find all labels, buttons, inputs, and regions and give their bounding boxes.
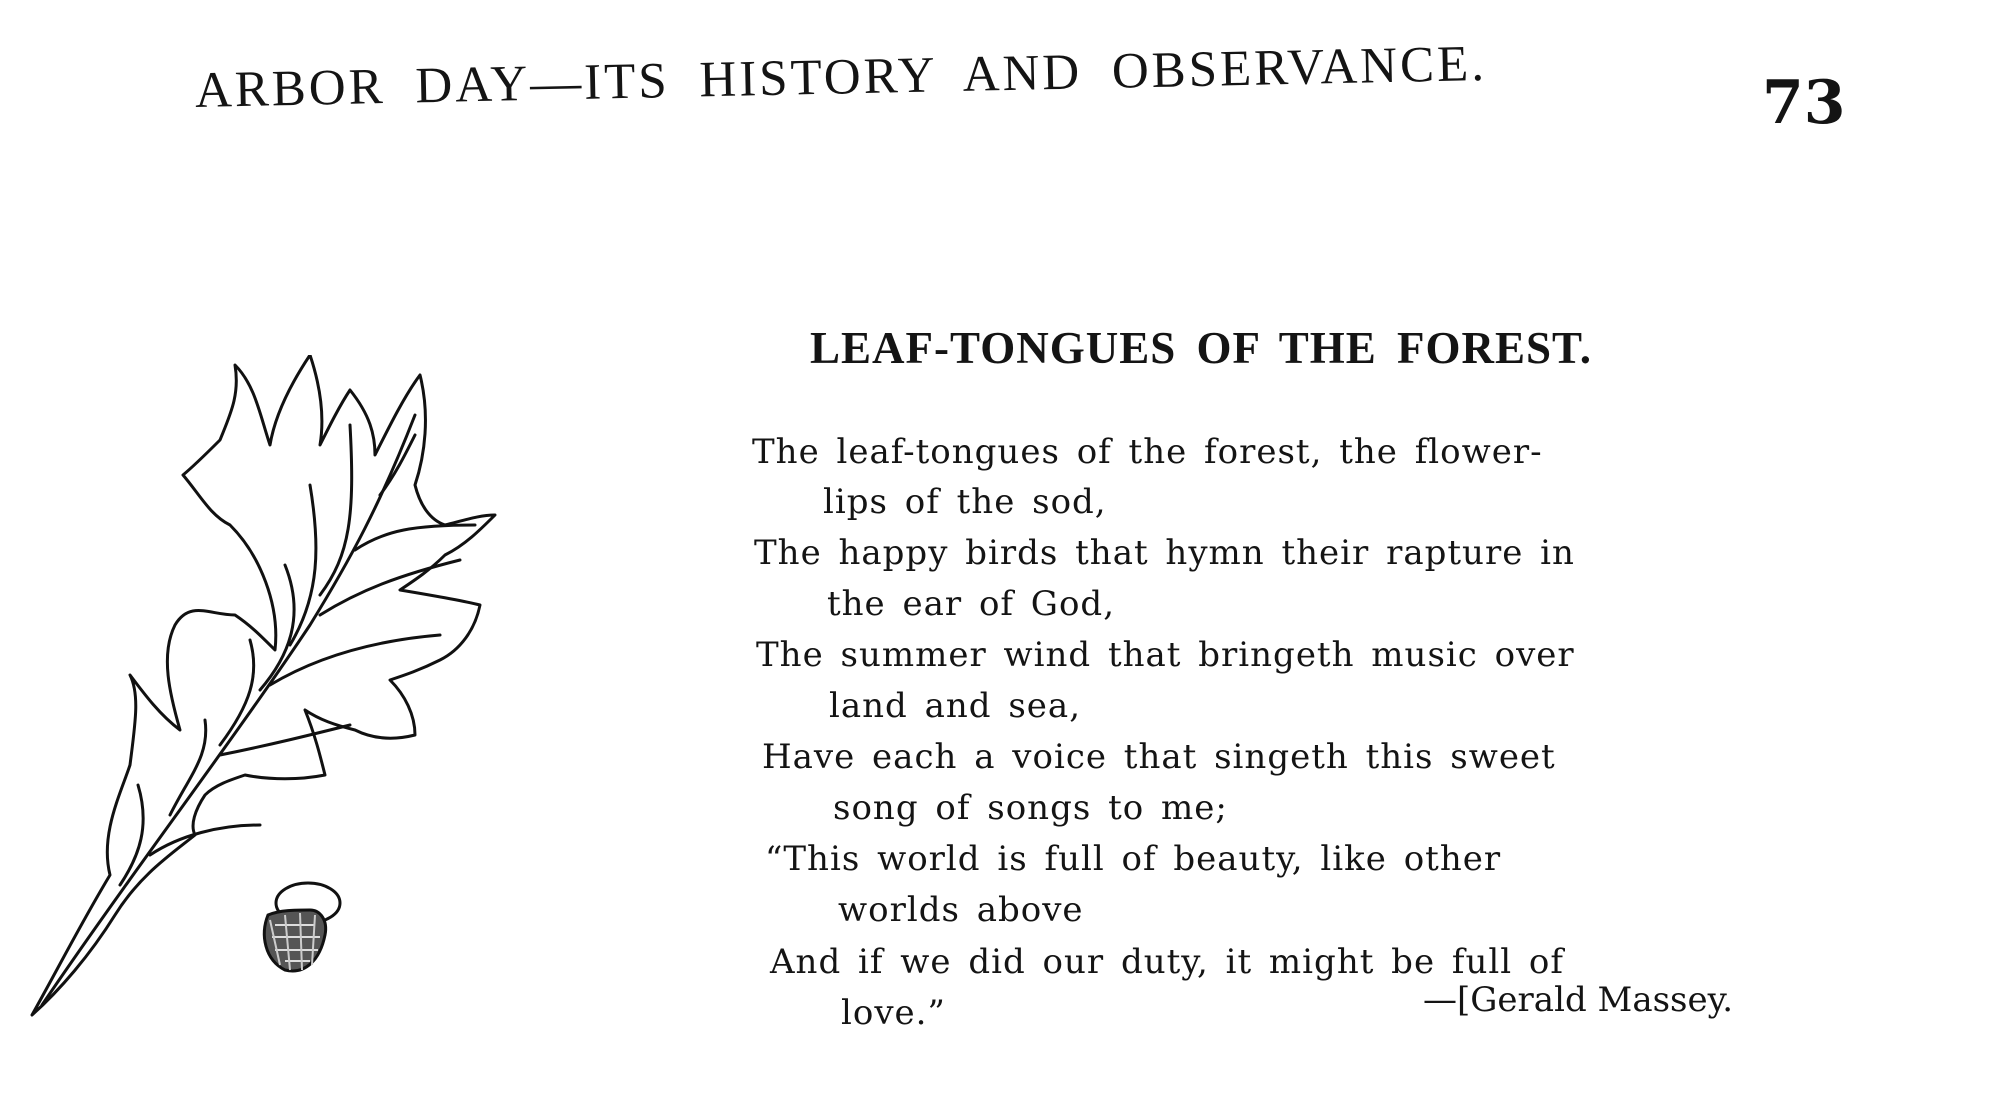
poem-line: the ear of God, [827, 584, 1116, 624]
running-title: ARBOR DAY—ITS HISTORY AND OBSERVANCE. [194, 35, 1488, 119]
poem-line: “This world is full of beauty, like other [765, 839, 1502, 879]
oak-leaf-illustration [20, 355, 620, 1039]
page-number: 73 [1762, 68, 1846, 138]
poem-line: love.” [841, 993, 946, 1033]
poem-attribution: —[Gerald Massey. [1423, 980, 1734, 1020]
poem-line: The leaf-tongues of the forest, the flower- [752, 432, 1543, 472]
poem-line: And if we did our duty, it might be full of [770, 942, 1564, 982]
poem-line: song of songs to me; [833, 788, 1228, 828]
poem-line: land and sea, [829, 686, 1082, 726]
poem-line: lips of the sod, [823, 482, 1107, 522]
poem-line: worlds above [838, 890, 1084, 930]
poem-line: Have each a voice that singeth this sweet [762, 737, 1556, 777]
poem-line: The happy birds that hymn their rapture in [754, 533, 1575, 573]
poem-line: The summer wind that bringeth music over [756, 635, 1575, 675]
acorn-icon [240, 865, 360, 985]
poem-title: LEAF-TONGUES OF THE FOREST. [810, 323, 1592, 373]
